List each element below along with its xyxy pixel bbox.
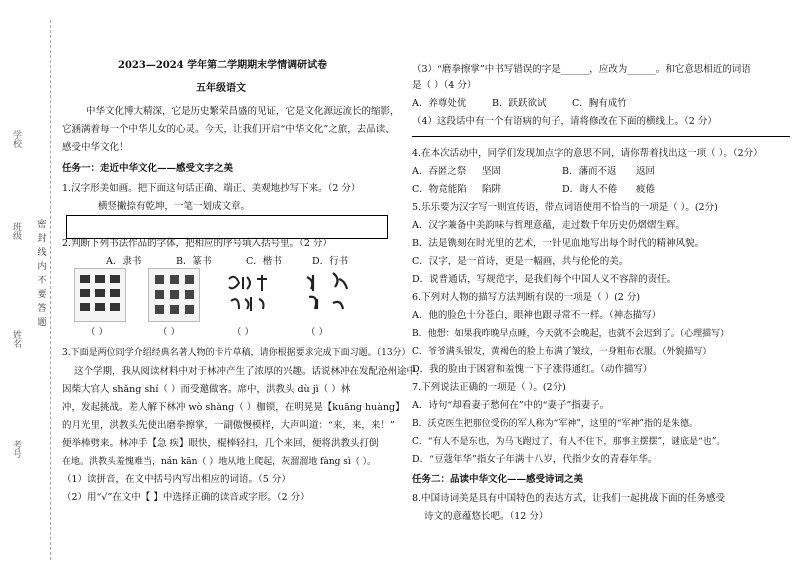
school-field-label: 学校 bbox=[11, 130, 21, 148]
q3-line-3: 因柴大官人 shǎng shí（ ）而受邀做客。席中，洪教头 dù jì（ ）林 bbox=[62, 384, 351, 395]
q3-line-4: 冲，发起挑战。差人解下林冲 wò shàng（ ）枷锁，在明晃晃【kuāng huàng】 bbox=[62, 402, 405, 413]
name-field-label: 姓名 bbox=[11, 330, 21, 348]
q3-line-6: 便举棒劈来。林冲手【急 疾】眼快，棍棒轻扫，几个来回，便将洪教头打倒 bbox=[62, 438, 379, 449]
question-3: 3.下面是两位同学介绍经典名著人物的卡片草稿，请你根据要求完成下面习题。（13分） bbox=[62, 348, 411, 358]
q7-option-a: A．诗句“却看妻子愁何在”中的“妻子”指妻子。 bbox=[412, 400, 610, 411]
question-8-line-1: 8.中国诗词美是具有中国特色的表达方式，让我们一起挑战下面的任务感受 bbox=[412, 493, 726, 504]
answer-underline[interactable] bbox=[412, 136, 790, 137]
q6-option-a: A．他的脸色十分苍白，眼神也跟寻常不一样。（神态描写） bbox=[412, 310, 662, 321]
q7-option-d: D．“豆蔻年华”指女子年满十八岁，代指少女的青春年华。 bbox=[412, 454, 658, 465]
q5-option-c: C．汉字，是一首诗，更是一幅画，共与伦伦的美。 bbox=[412, 256, 629, 267]
q7-option-c: C．“有人不是东也，为马飞跑过了，有人不住下，那事主摆摆”，谜底是“也”。 bbox=[412, 437, 726, 447]
seal-line-text: 密 封 线 内 不 要 答 题 bbox=[37, 220, 47, 328]
q7-option-b: B．沃克医生把那位受伤的军人称为“军神”，这里的“军神”指的是朱德。 bbox=[412, 419, 699, 429]
task-2-heading: 任务二：品读中华文化——感受诗词之美 bbox=[412, 474, 584, 485]
r-q3-4: （4）这段话中有一个有语病的句子，请将修改在下面的横线上。（2 分） bbox=[412, 116, 717, 127]
task-1-heading: 任务一：走近中华文化——感受文字之美 bbox=[62, 163, 234, 174]
question-4: 4.在本次活动中，同学们发现加点字的意思不同，请你帮着找出这一项（ ）。（2分） bbox=[412, 148, 763, 159]
q4-option-a-meaning: 坚固 bbox=[482, 166, 502, 177]
copy-answer-box[interactable] bbox=[66, 215, 388, 239]
q3-line-5: 的月光里，洪教头先使出磨拳擦掌，一副傲慢模样，大声叫道：“来，来，来！” bbox=[62, 420, 395, 431]
q5-option-a: A．汉字兼备中美韵味与哲理意蕴，走过数千年历史仍熠熠生辉。 bbox=[412, 220, 685, 231]
intro-line-1: 中华文化博大精深，它是历史繁荣昌盛的见证，它是文化源远流长的缩影， bbox=[86, 106, 400, 117]
copy-sentence: 横竖撇捺有乾坤，一笔一划成文章。 bbox=[98, 201, 251, 212]
q4-option-d: D．诲人不倦 bbox=[562, 184, 618, 195]
answer-blank-3[interactable]: （ ） bbox=[232, 327, 255, 338]
intro-line-2: 它涵满着每一个中华儿女的心灵。今天，让我们开启“中华文化”之旅，去品读、 bbox=[62, 124, 395, 135]
q6-option-b: B．他想：如果我昨晚早点睡，今天就不会晚起，也就不会迟到了。（心理描写） bbox=[412, 329, 730, 339]
option-c-kaishu: C．楷书 bbox=[246, 256, 282, 267]
exam-title: 2023—2024 学年第二学期期末学情调研试卷 bbox=[118, 60, 328, 71]
question-1: 1.汉字形美如画。把下面这句话正确、端正、美观地抄写下来。（2 分） bbox=[62, 183, 361, 194]
q4-option-c: C．物竞能陷 bbox=[412, 184, 467, 195]
class-field-label: 班级 bbox=[11, 222, 21, 240]
q6-option-d: D．我的脸由于困窘和羞愧一下子涨得通红。（动作描写） bbox=[412, 364, 653, 375]
question-8-line-2: 诗文的意蕴悠长吧。（12 分） bbox=[424, 511, 549, 522]
q4-option-b: B．藩而不返 bbox=[562, 166, 617, 177]
option-b-zhuanshu: B．篆书 bbox=[176, 256, 212, 267]
q4-option-b-meaning: 返回 bbox=[636, 166, 656, 177]
option-d-xingshu: D．行书 bbox=[312, 256, 349, 267]
r-q3-3-line-2: 是（ ）（4 分） bbox=[412, 80, 477, 91]
r-q3-3-option-b: B．跃跃欲试 bbox=[492, 98, 547, 109]
question-7: 7.下列说法正确的一项是（ ）。(2分) bbox=[412, 382, 566, 393]
answer-blank-4[interactable]: （ ） bbox=[306, 327, 329, 338]
calligraphy-sample-1 bbox=[74, 268, 126, 322]
q3-line-7: 在地。洪教头羞愧难当，nán kān（ ）地从地上爬起，灰溜溜地 fàng sì（ ）。 bbox=[62, 457, 377, 467]
calligraphy-sample-4 bbox=[302, 268, 354, 322]
q5-option-d: D．说普通话，写规范字，是我们每个中国人义不容辞的责任。 bbox=[412, 274, 677, 285]
q3-line-2: 这个学期，我从阅读材料中对于林冲产生了浓厚的兴趣。话说林冲在发配沧州途中， bbox=[74, 366, 426, 377]
answer-blank-2[interactable]: （ ） bbox=[158, 327, 181, 338]
q4-option-c-meaning: 陷阱 bbox=[482, 184, 502, 195]
answer-blank-1[interactable]: （ ） bbox=[86, 327, 109, 338]
question-2: 2.判断下列书法作品的字体，把相应的序号填入括号里。（2 分） bbox=[62, 238, 332, 249]
q4-option-d-meaning: 疲倦 bbox=[636, 184, 656, 195]
q6-option-c: C．爷爷满头银发，黄褐色的脸上布满了皱纹，一身粗布衣服。（外貌描写） bbox=[412, 347, 712, 357]
r-q3-3-line-1: （3）“磨拳擦掌”中书写错误的字是______，应改为______。和它意思相近的词语 bbox=[412, 64, 751, 75]
r-q3-3-option-c: C．胸有成竹 bbox=[572, 98, 627, 109]
question-6: 6.下列对人物的描写方法判断有误的一项是（ ）(2 分) bbox=[412, 292, 641, 303]
option-a-lishu: A．隶书 bbox=[106, 256, 142, 267]
q5-option-b: B．法是镌刻在时光里的艺术，一针见血地写出每个时代的精神风貌。 bbox=[412, 238, 704, 249]
seal-dashed-line bbox=[50, 20, 51, 560]
q3-subquestion-2: （2）用“√”在文中【 】中选择正确的读音或字形。（2 分） bbox=[62, 492, 310, 503]
calligraphy-sample-2 bbox=[148, 268, 200, 322]
question-5: 5.乐乐要为汉字写一则宣传语，带点词语使用不恰当的一项是（ ）。(2分) bbox=[412, 202, 718, 213]
number-field-label: 考号 bbox=[11, 440, 21, 458]
intro-line-3: 感受中华文化！ bbox=[62, 142, 129, 153]
q4-option-a: A．吞匿之祭 bbox=[412, 166, 467, 177]
q3-subquestion-1: （1）读拼音，在文中括号内写出相应的词语。（5 分） bbox=[62, 474, 291, 485]
calligraphy-sample-3 bbox=[224, 268, 276, 322]
exam-subtitle: 五年级语文 bbox=[196, 83, 246, 94]
r-q3-3-option-a: A．养尊处优 bbox=[412, 98, 467, 109]
